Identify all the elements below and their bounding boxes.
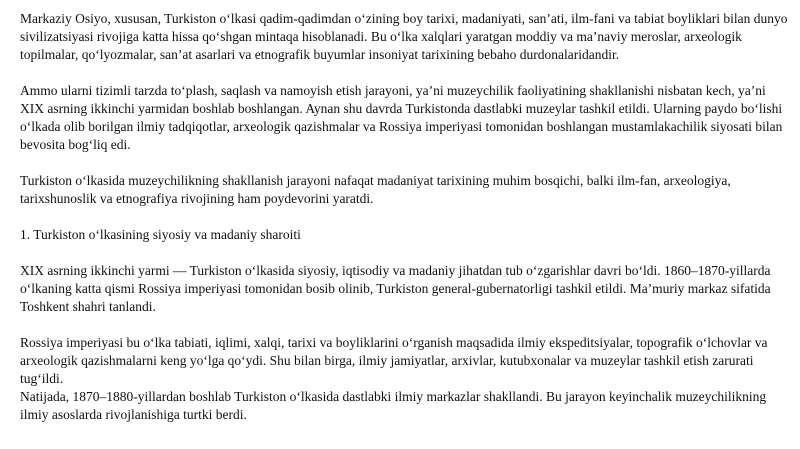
paragraph-significance: Turkiston o‘lkasida muzeychilikning shakllanish jarayoni nafaqat madaniyat tarixining muhim bosqichi, balki ilm-fan, arxeologiya, tarixshunoslik va etnografiya rivojining ham poydevorini yaratdi.: [20, 173, 731, 206]
paragraph-conclusion: Natijada, 1870–1880-yillardan boshlab Turkiston o‘lkasida dastlabki ilmiy markazlar shakllandi. Bu jarayon keyinchalik muzeychilikning ilmiy asoslarda rivojlanishiga turtki berdi.: [20, 389, 767, 422]
section-heading: 1. Turkiston o‘lkasining siyosiy va madaniy sharoiti: [20, 227, 301, 242]
paragraph-political-change: XIX asrning ikkinchi yarmi — Turkiston o‘lkasida siyosiy, iqtisodiy va madaniy jihatdan tub o‘zgarishlar davri bo‘ldi. 1860–1870-yillarda o‘lkaning katta qismi Rossiya imperiyasi tomonidan bosib olinib, Turkiston general-gubernatorligi tashkil etildi. Ma’muriy markaz sifatida Toshkent shahri tanlandi.: [20, 263, 771, 314]
paragraph-intro: Markaziy Osiyo, xususan, Turkiston o‘lkasi qadim-qadimdan o‘zining boy tarixi, madaniyati, san’ati, ilm-fani va tabiat boyliklari bilan dunyo sivilizatsiyasi rivojiga katta hissa qo‘shgan mintaqa hisoblanadi. Bu o‘lka xalqlari yaratgan moddiy va ma’naviy meroslar, arxeologik topilmalar, qo‘lyozmalar, san’at asarlari va etnografik buyumlar insoniyat tarixining bebaho durdonalaridandir.: [20, 11, 788, 62]
paragraph-expeditions: Rossiya imperiyasi bu o‘lka tabiati, iqlimi, xalqi, tarixi va boyliklarini o‘rganish maqsadida ilmiy ekspeditsiyalar, topografik o‘lchovlar va arxeologik qazishmalarni keng yo‘lga qo‘ydi. Shu bilan birga, ilmiy jamiyatlar, arxivlar, kutubxonalar va muzeylar tashkil etish zarurati tug‘ildi.: [20, 335, 768, 386]
document-body: [20, 10, 788, 424]
paragraph-museum-origins: Ammo ularni tizimli tarzda to‘plash, saqlash va namoyish etish jarayoni, ya’ni muzeychilik faoliyatining shakllanishi nisbatan kech, ya’ni XIX asrning ikkinchi yarmidan boshlab boshlangan. Aynan shu davrda Turkistonda dastlabki muzeylar tashkil etildi. Ularning paydo bo‘lishi o‘lkada olib borilgan ilmiy tadqiqotlar, arxeologik qazishmalar va Rossiya imperiyasi tomonidan boshlangan mustamlakachilik siyosati bilan bevosita bog‘liq edi.: [20, 83, 783, 152]
